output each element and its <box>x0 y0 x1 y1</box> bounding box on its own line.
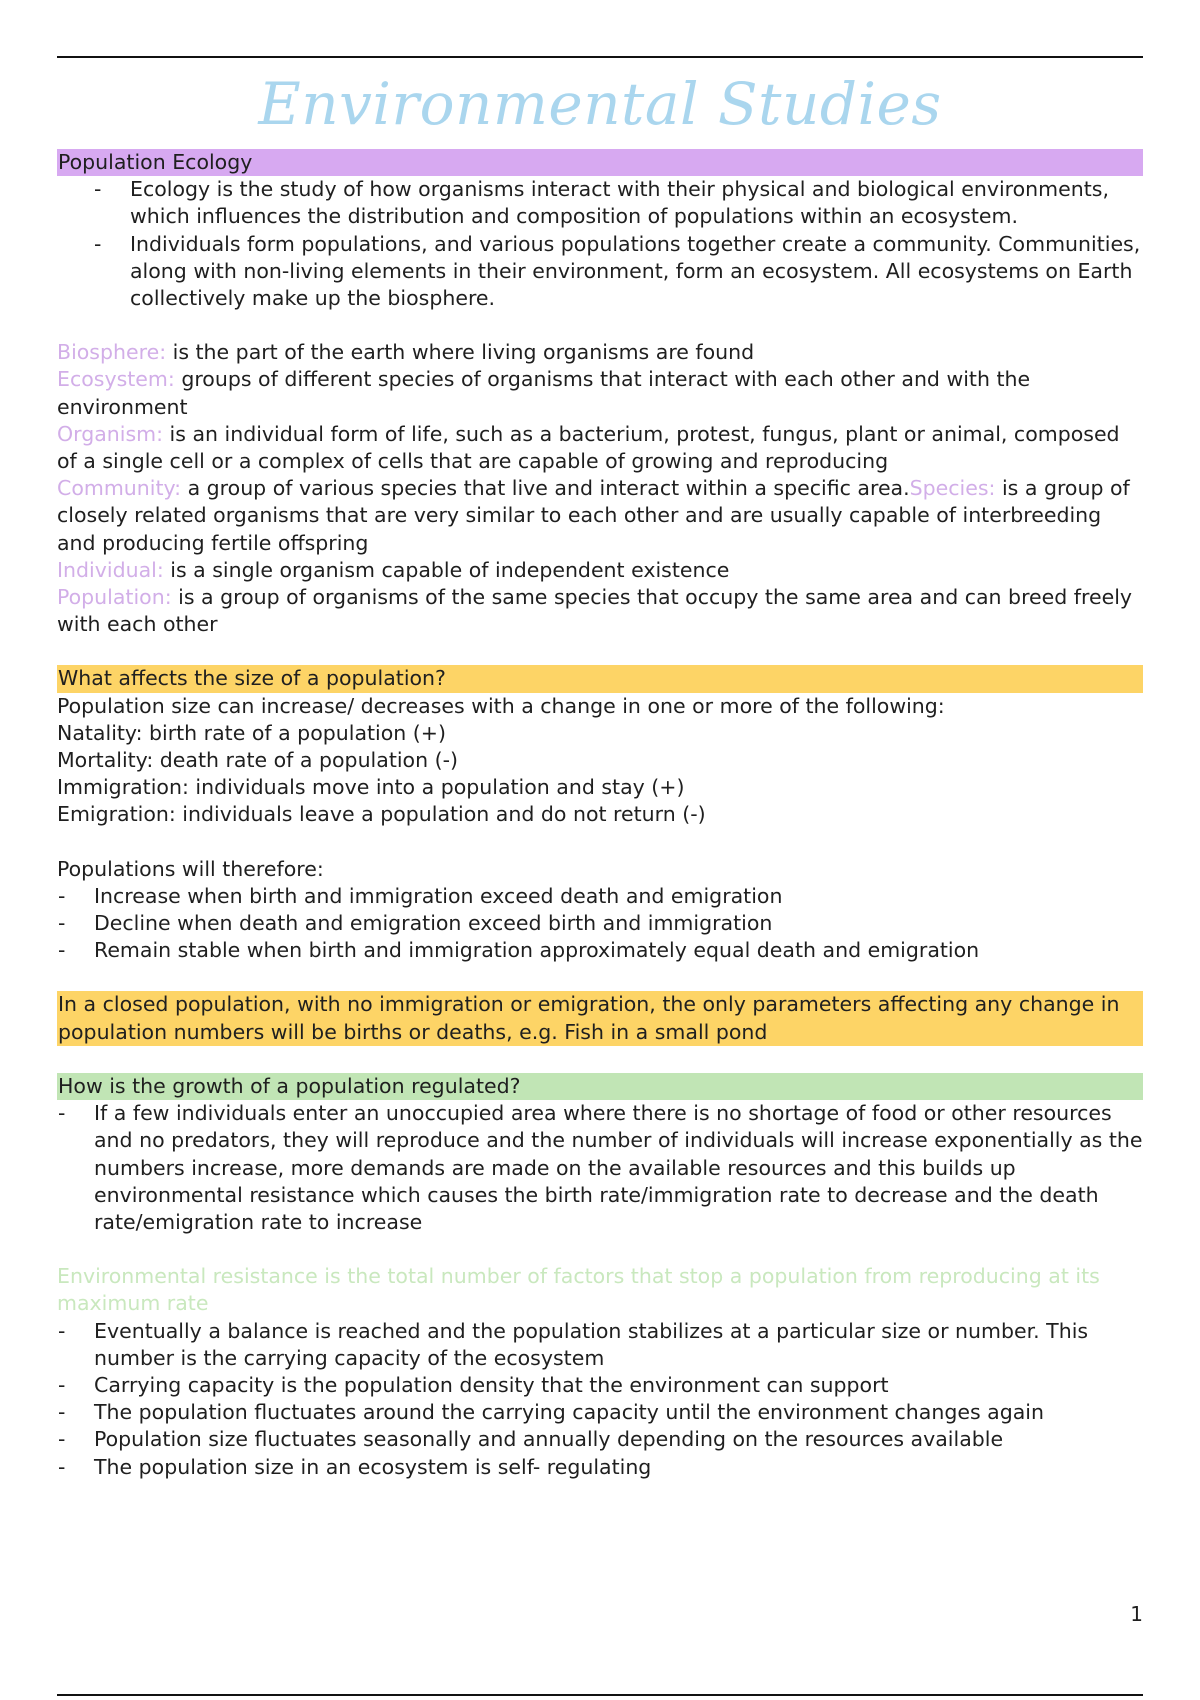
document-body <box>57 149 1143 1481</box>
bullet-marker: - <box>58 938 66 963</box>
definitions-block <box>57 339 1143 638</box>
bullet-marker: - <box>58 911 66 936</box>
definition-organism: Organism: is an individual form of life, such as a bacterium, protest, fungus, plant or animal, composed of a single cell or a complex of cells that are capable of growing and reproducing <box>57 421 1120 474</box>
definition-individual: Individual: is a single organism capable of independent existence <box>57 557 730 582</box>
bullet-marker: - <box>58 1318 66 1343</box>
list-item: - Decline when death and emigration exceed birth and immigration <box>57 910 1143 937</box>
page-title: Environmental Studies <box>258 70 942 138</box>
list-item: - If a few individuals enter an unoccupied area where there is no shortage of food or other resources and no predators, they will reproduce and the number of individuals will increase exponentially as the numbers increase, more demands are made on the available resources and this builds up environmental resistance which causes the birth rate/immigration rate to decrease and the death rate/emigration rate to increase <box>58 1101 1143 1234</box>
size-line: Immigration: individuals move into a population and stay (+) <box>57 775 685 800</box>
list-item: - Carrying capacity is the population density that the environment can support <box>57 1372 1143 1399</box>
definition-population: Population: is a group of organisms of the same species that occupy the same area and can breed freely with each other <box>57 585 1133 637</box>
bullet-marker: - <box>58 1101 66 1126</box>
growth-bullet-list <box>57 1100 1143 1236</box>
heading-population-ecology: Population Ecology <box>57 149 1143 176</box>
definition-biosphere: Biosphere: is the part of the earth where living organisms are found <box>57 340 755 365</box>
therefore-bullet-list <box>57 883 1143 965</box>
bullet-marker: - <box>58 1372 66 1397</box>
carrying-capacity-bullet-list <box>57 1318 1143 1481</box>
bullet-marker: - <box>94 231 102 256</box>
closed-population-note: In a closed population, with no immigration or emigration, the only parameters affecting any change in population numbers will be births or deaths, e.g. Fish in a small pond <box>57 991 1143 1045</box>
bullet-marker: - <box>58 1454 66 1479</box>
size-line: Natality: birth rate of a population (+) <box>57 720 446 745</box>
page-number: 1 <box>1130 1602 1143 1626</box>
bullet-marker: - <box>58 1400 66 1425</box>
definition-ecosystem: Ecosystem: groups of different species of organisms that interact with each other and with the environment <box>57 367 1031 419</box>
list-item: - Remain stable when birth and immigration approximately equal death and emigration <box>57 937 1143 964</box>
bullet-marker: - <box>58 1427 66 1452</box>
list-item: - Ecology is the study of how organisms interact with their physical and biological environments, which influences the distribution and composition of populations within an ecosystem. <box>94 177 1109 229</box>
therefore-line: Populations will therefore: <box>57 856 324 881</box>
top-rule <box>57 56 1143 58</box>
heading-population-size: What affects the size of a population? <box>57 665 1143 692</box>
list-item: - Increase when birth and immigration exceed death and emigration <box>57 883 1143 910</box>
size-line: Emigration: individuals leave a population and do not return (-) <box>57 802 706 827</box>
definition-community-species: Community: a group of various species that live and interact within a specific area.Species: is a group of closely related organisms that are very similar to each other and are usually capable of interbreeding and producing fertile offspring <box>57 476 1130 555</box>
bottom-rule <box>57 1694 1143 1696</box>
bullet-marker: - <box>58 883 66 908</box>
list-item: - Eventually a balance is reached and the population stabilizes at a particular size or number. This number is the carrying capacity of the ecosystem <box>58 1318 1089 1370</box>
environmental-resistance-note: Environmental resistance is the total number of factors that stop a population from reproducing at its maximum rate <box>57 1264 1100 1316</box>
bullet-marker: - <box>94 177 102 202</box>
list-item: - Individuals form populations, and various populations together create a community. Communities, along with non-living elements in their environment, form an ecosystem. All ecosystems on Earth collectively make up the biosphere. <box>94 231 1141 311</box>
ecology-bullet-list <box>57 176 1143 312</box>
list-item: - The population size in an ecosystem is self- regulating <box>57 1454 1143 1481</box>
list-item: - The population fluctuates around the carrying capacity until the environment changes again <box>57 1399 1143 1426</box>
size-line: Mortality: death rate of a population (-) <box>57 748 458 773</box>
size-line: Population size can increase/ decreases with a change in one or more of the following: <box>57 693 945 718</box>
heading-growth-regulation: How is the growth of a population regulated? <box>57 1073 1143 1100</box>
list-item: - Population size fluctuates seasonally and annually depending on the resources available <box>57 1426 1143 1453</box>
